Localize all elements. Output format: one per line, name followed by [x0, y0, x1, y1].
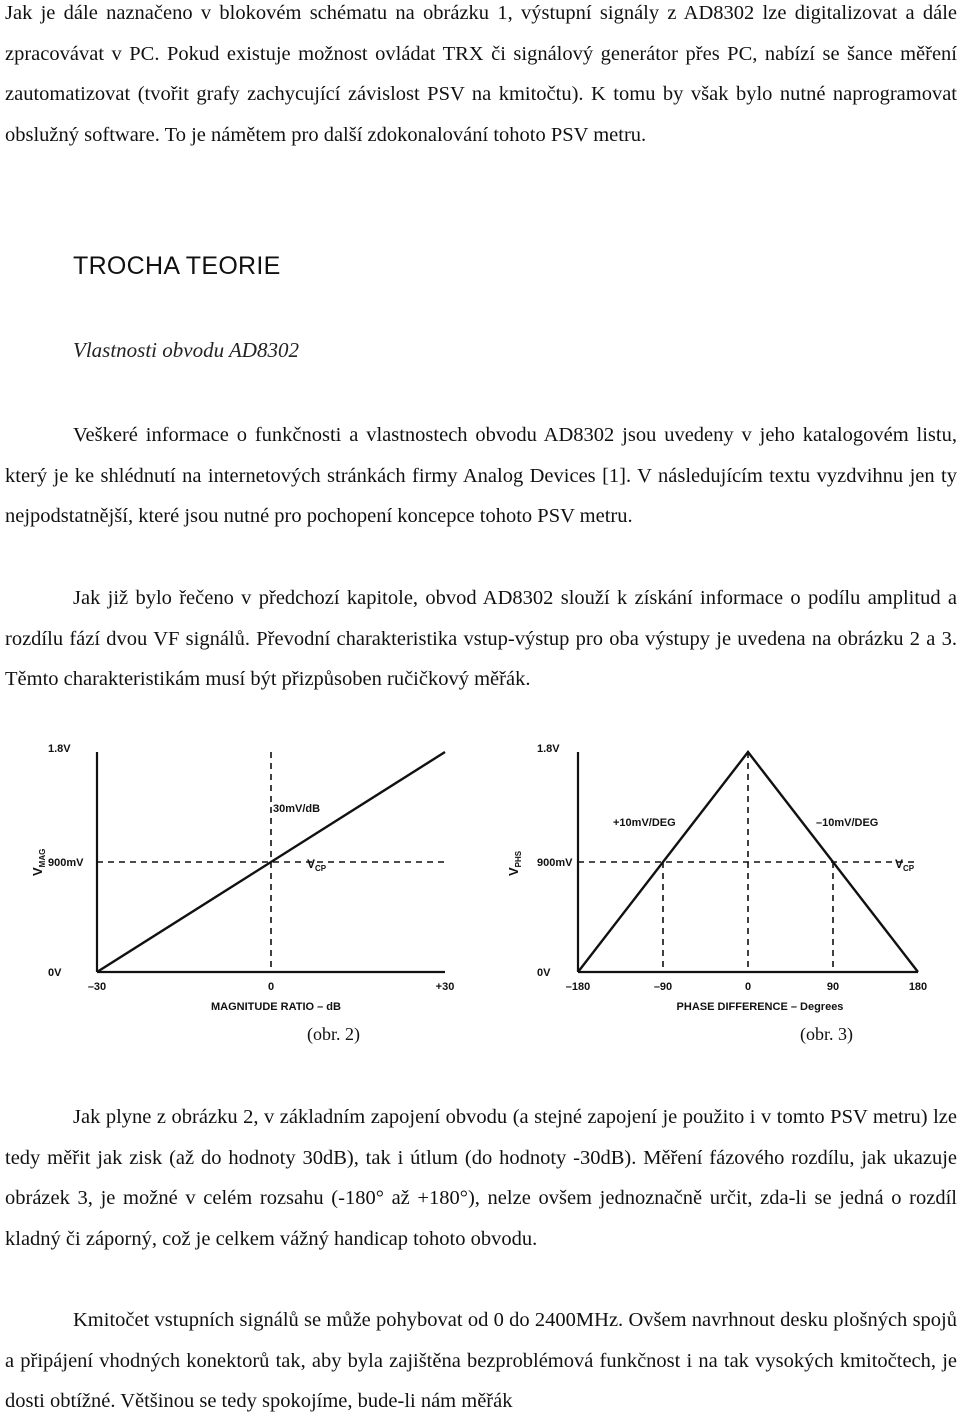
phs-slope-annotation-left: +10mV/DEG: [613, 817, 676, 829]
mag-vcp-label-main: V: [307, 857, 316, 871]
phs-y-tick-label: 1.8V: [537, 743, 560, 755]
paragraph-gain-phase-discussion: Jak plyne z obrázku 2, v základním zapojení obvodu (a stejné zapojení je použito i v tomto PSV metru) lze tedy měřit jak zisk (až do hodnoty 30dB), tak i útlum (do hodnoty -30dB). Měření fázového rozdílu, jak ukazuje obrázek 3, je možné v celém rozsahu (-180° až +180°), nelze ovšem jednoznačně určit, zda-li se jedná o rozdíl kladný či záporný, což je celkem vážný handicap tohoto obvodu.: [5, 1106, 957, 1250]
mag-y-tick-label: 0V: [48, 967, 62, 979]
phs-slope-annotation-right: –10mV/DEG: [816, 817, 879, 829]
phs-y-axis-title: [506, 850, 523, 876]
mag-x-tick-label: –30: [87, 981, 107, 993]
mag-y-axis-title-main: V: [30, 867, 45, 876]
phs-x-tick-label: –180: [565, 981, 591, 993]
phs-vcp-label-sub: CP: [903, 864, 915, 873]
mag-vcp-label-sub: CP: [315, 864, 327, 873]
chart-phase-difference: [480, 730, 960, 1030]
mag-y-axis-title: [30, 849, 47, 876]
phs-x-axis-title: PHASE DIFFERENCE – Degrees: [676, 1001, 844, 1013]
phs-y-axis-title-sub: PHS: [514, 850, 523, 868]
paragraph-transfer-characteristic: Jak již bylo řečeno v předchozí kapitole, obvod AD8302 slouží k získání informace o podílu amplitud a rozdílu fází dvou VF signálů. Převodní charakteristika vstup-výstup pro oba výstupy je uvedena na obrázku 2 a 3. Těmto charakteristikám musí být přizpůsoben ručičkový měřák.: [5, 587, 957, 691]
phs-y-axis-title-main: V: [506, 867, 521, 876]
mag-vcp-label: [307, 857, 327, 873]
section-subheading: Vlastnosti obvodu AD8302: [73, 338, 299, 362]
paragraph-frequency-range: Kmitočet vstupních signálů se může pohybovat od 0 do 2400MHz. Ovšem navrhnout desku plošných spojů a připájení vhodných konektorů tak, aby byla zajištěna bezproblémová funkčnost i na tak vysokých kmitočtech, je dosti obtížné. Většinou se tedy spokojíme, bude-li nám měřák: [5, 1309, 957, 1413]
phs-x-tick-label: 0: [744, 981, 752, 993]
section-heading: TROCHA TEORIE: [73, 252, 281, 280]
mag-y-tick-label: 900mV: [48, 857, 84, 869]
phs-y-tick-label: 900mV: [537, 857, 573, 869]
mag-y-axis-title-sub: MAG: [38, 848, 47, 868]
paragraph-ad8302-info: Veškeré informace o funkčnosti a vlastnostech obvodu AD8302 jsou uvedeny v jeho katalogovém listu, který je ke shlédnutí na internetových stránkách firmy Analog Devices [1]. V následujícím textu vyzdvihnu jen ty nejpodstatnější, které jsou nutné pro pochopení koncepce tohoto PSV metru.: [5, 424, 957, 528]
mag-y-tick-label: 1.8V: [48, 743, 71, 755]
phs-vcp-label: [895, 857, 915, 873]
phs-x-tick-label: 180: [908, 981, 928, 993]
phs-x-tick-label: 90: [826, 981, 840, 993]
phs-x-tick-label: –90: [653, 981, 673, 993]
figure-caption-obr2: (obr. 2): [307, 1024, 360, 1044]
chart-magnitude-ratio: [0, 730, 480, 1030]
mag-x-tick-label: +30: [435, 981, 455, 993]
mag-x-tick-label: 0: [267, 981, 275, 993]
mag-slope-annotation: 30mV/dB: [273, 803, 321, 815]
phs-vcp-label-main: V: [895, 857, 904, 871]
phs-y-tick-label: 0V: [537, 967, 551, 979]
figure-caption-obr3: (obr. 3): [800, 1024, 853, 1044]
mag-x-axis-title: MAGNITUDE RATIO – dB: [211, 1001, 341, 1013]
paragraph-block-diagram-note: Jak je dále naznačeno v blokovém schématu na obrázku 1, výstupní signály z AD8302 lze digitalizovat a dále zpracovávat v PC. Pokud existuje možnost ovládat TRX či signálový generátor přes PC, nabízí se šance měření zautomatizovat (tvořit grafy zachycující závislost PSV na kmitočtu). K tomu by však bylo nutné naprogramovat obslužný software. To je námětem pro další zdokonalování tohoto PSV metru.: [5, 2, 957, 146]
